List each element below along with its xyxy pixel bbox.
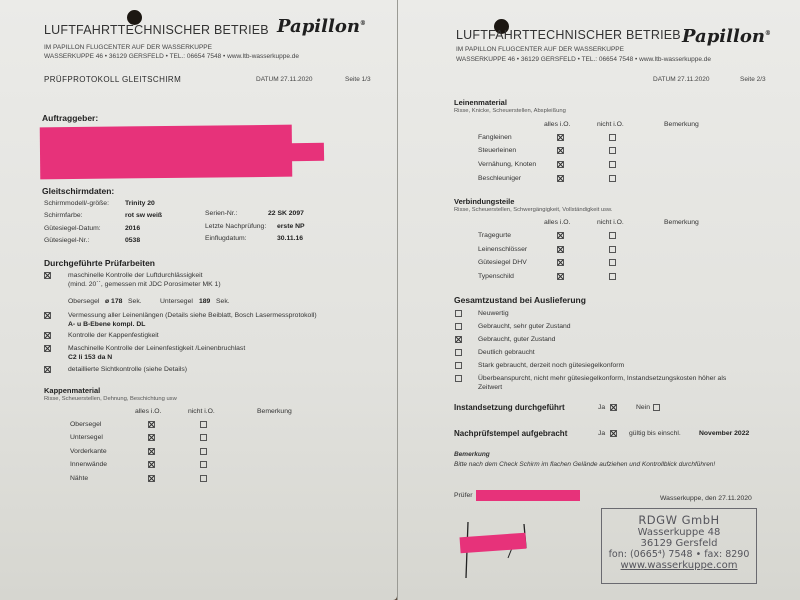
canopy-ok-box (148, 421, 155, 428)
inspection-stamp-label: Nachprüfstempel aufgebracht (454, 429, 568, 438)
condition-label: Deutlich gebraucht (478, 349, 535, 356)
canopy-ok-box (148, 475, 155, 482)
check-text: Vermessung aller Leinenlängen (Details siehe Beiblatt, Bosch Lasermessprotokoll) (68, 312, 317, 319)
field-value-first-flight: 30.11.16 (277, 235, 304, 242)
col-remark: Bemerkung (664, 121, 699, 128)
connector-row-label: Leinenschlösser (478, 246, 528, 253)
condition-label: Neuwertig (478, 310, 509, 317)
canopy-ok-box (148, 434, 155, 441)
condition-label: Gebraucht, guter Zustand (478, 336, 556, 343)
stamp-line: RDGW GmbH (638, 513, 720, 527)
check-text: Kontrolle der Kappenfestigkeit (68, 332, 159, 339)
check-subtext: (mind. 20´´, gemessen mit JDC Porosimeter MK 1) (68, 281, 221, 288)
canopy-ok-box (148, 448, 155, 455)
check-box-porosity (44, 272, 51, 279)
canopy-row-label: Untersegel (70, 434, 103, 441)
lines-heading: Leinenmaterial (454, 98, 507, 107)
check-text: detaillierte Sichtkontrolle (siehe Details) (68, 366, 187, 373)
checks-heading: Durchgeführte Prüfarbeiten (44, 258, 155, 268)
papillon-logo: Papillon® (682, 26, 771, 47)
condition-box (455, 310, 462, 317)
glider-data-heading: Gleitschirmdaten: (42, 186, 115, 196)
stamp-line: www.wasserkuppe.com (620, 560, 738, 571)
redaction-tab (290, 143, 324, 162)
canopy-nok-box (200, 461, 207, 468)
inspector-label: Prüfer (454, 492, 473, 499)
porosity-unit: Sek. (216, 298, 230, 305)
field-label: Gütesiegel-Datum: (44, 225, 101, 232)
check-box-line-measure (44, 312, 51, 319)
condition-box (455, 362, 462, 369)
canopy-nok-box (200, 421, 207, 428)
canopy-row-label: Innenwände (70, 461, 108, 468)
condition-box-checked (455, 336, 462, 343)
canopy-nok-box (200, 448, 207, 455)
col-remark: Bemerkung (257, 408, 292, 415)
condition-label: Gebraucht, sehr guter Zustand (478, 323, 571, 330)
porosity-top-label: Obersegel (68, 298, 100, 305)
check-subtext: A- u B-Ebene kompl. DL (68, 321, 146, 328)
repair-label: Instandsetzung durchgeführt (454, 403, 565, 412)
field-value-model: Trinity 20 (125, 200, 155, 207)
canopy-row-label: Vorderkante (70, 448, 107, 455)
lines-nok-box (609, 147, 616, 154)
repair-yes-box (610, 404, 617, 411)
col-ok: alles i.O. (544, 121, 571, 128)
connectors-subheading: Risse, Scheuerstellen, Schwergängigkeit, Vollständigkeit usw. (454, 207, 613, 213)
document-date: DATUM 27.11.2020 (653, 76, 710, 83)
stamp-line: Wasserkuppe 48 (637, 527, 721, 538)
lines-nok-box (609, 161, 616, 168)
stamp-line: 36129 Gersfeld (640, 538, 718, 549)
address-line-1: IM PAPILLON FLUGCENTER AUF DER WASSERKUPPE (456, 46, 624, 53)
check-box-line-strength (44, 345, 51, 352)
porosity-bottom-label: Untersegel (160, 298, 193, 305)
check-box-canopy-strength (44, 332, 51, 339)
address-line-1: IM PAPILLON FLUGCENTER AUF DER WASSERKUPPE (44, 44, 212, 51)
stamp-line: fon: (0665⁴) 7548 • fax: 8290 (608, 549, 750, 560)
client-heading: Auftraggeber: (42, 113, 99, 123)
field-label: Gütesiegel-Nr.: (44, 237, 90, 244)
field-label: Serien-Nr.: (205, 210, 238, 217)
stamp-yes-label: Ja (598, 430, 606, 437)
connector-nok-box (609, 246, 616, 253)
connector-row-label: Typenschild (478, 273, 514, 280)
check-text: maschinelle Kontrolle der Luftdurchlässigkeit (68, 272, 203, 279)
lines-row-label: Steuerleinen (478, 147, 517, 154)
lines-ok-box (557, 134, 564, 141)
connector-row-label: Tragegurte (478, 232, 511, 239)
condition-label: Überbeanspurcht, nicht mehr gütesiegelkonform, Instandsetzungskosten höher als (478, 375, 727, 382)
connector-ok-box (557, 273, 564, 280)
field-label: Letzte Nachprüfung: (205, 223, 267, 230)
canopy-ok-box (148, 461, 155, 468)
condition-label-cont: Zeitwert (478, 384, 503, 391)
document-title: PRÜFPROTOKOLL GLEITSCHIRM (44, 75, 182, 84)
condition-box (455, 375, 462, 382)
page-number: Seite 1/3 (345, 76, 371, 83)
condition-label: Stark gebraucht, derzeit noch gütesiegelkonform (478, 362, 625, 369)
lines-row-label: Fangleinen (478, 134, 512, 141)
col-ok: alles i.O. (544, 219, 571, 226)
canopy-row-label: Nähte (70, 475, 89, 482)
porosity-top-value: ø 178 (105, 298, 123, 305)
lines-subheading: Risse, Knicke, Scheuerstellen, Abspleißung (454, 108, 566, 114)
col-not-ok: nicht i.O. (188, 408, 215, 415)
overall-condition-heading: Gesamtzustand bei Auslieferung (454, 295, 586, 305)
protocol-page-2 (397, 0, 800, 600)
condition-box (455, 349, 462, 356)
lines-row-label: Vernähung, Knoten (478, 161, 537, 168)
connector-nok-box (609, 232, 616, 239)
lines-nok-box (609, 134, 616, 141)
check-subtext: C2 li 153 da N (68, 354, 113, 361)
repair-no-label: Nein (636, 404, 650, 411)
place-date: Wasserkuppe, den 27.11.2020 (660, 495, 752, 502)
protocol-page-1 (0, 0, 397, 600)
field-label: Schirmmodell/-größe: (44, 200, 109, 207)
valid-until-label: gültig bis einschl. (629, 430, 681, 437)
redaction-client (40, 125, 293, 180)
canopy-nok-box (200, 434, 207, 441)
porosity-unit: Sek. (128, 298, 142, 305)
field-value-seal-date: 2016 (125, 225, 141, 232)
company-stamp (601, 508, 757, 584)
canopy-nok-box (200, 475, 207, 482)
company-name: LUFTFAHRTTECHNISCHER BETRIEB (456, 28, 681, 42)
col-not-ok: nicht i.O. (597, 219, 624, 226)
connector-ok-box (557, 259, 564, 266)
col-remark: Bemerkung (664, 219, 699, 226)
valid-until-date: November 2022 (699, 430, 750, 437)
check-text: Maschinelle Kontrolle der Leinenfestigkeit /Leinenbruchlast (68, 345, 246, 352)
remark-heading: Bemerkung (454, 451, 490, 458)
connectors-heading: Verbindungsteile (454, 197, 515, 206)
lines-nok-box (609, 175, 616, 182)
lines-row-label: Beschleuniger (478, 175, 522, 182)
condition-box (455, 323, 462, 330)
field-value-serial: 22 SK 2097 (268, 210, 304, 217)
stamp-yes-box (610, 430, 617, 437)
repair-no-box (653, 404, 660, 411)
page-number: Seite 2/3 (740, 76, 766, 83)
field-label: Schirmfarbe: (44, 212, 83, 219)
field-value-last-check: erste NP (277, 223, 305, 230)
lines-ok-box (557, 161, 564, 168)
col-not-ok: nicht i.O. (597, 121, 624, 128)
lines-ok-box (557, 175, 564, 182)
papillon-logo: Papillon® (277, 16, 366, 37)
canopy-heading: Kappenmaterial (44, 386, 101, 395)
redaction-inspector (476, 490, 580, 501)
col-ok: alles i.O. (135, 408, 162, 415)
field-label: Einflugdatum: (205, 235, 247, 242)
canopy-row-label: Obersegel (70, 421, 102, 428)
canopy-subheading: Risse, Scheuerstellen, Dehnung, Beschichtung usw (44, 396, 177, 402)
remark-text: Bitte nach dem Check Schirm im flachen Gelände aufziehen und Kontrollblick durchführen! (454, 461, 716, 468)
repair-yes-label: Ja (598, 404, 606, 411)
connector-ok-box (557, 246, 564, 253)
check-box-visual (44, 366, 51, 373)
signature-scribble (456, 518, 546, 588)
connector-nok-box (609, 273, 616, 280)
porosity-bottom-value: 189 (199, 298, 211, 305)
lines-ok-box (557, 147, 564, 154)
company-name: LUFTFAHRTTECHNISCHER BETRIEB (44, 23, 269, 37)
address-line-2: WASSERKUPPE 46 • 36129 GERSFELD • TEL.: 06654 7548 • www.ltb-wasserkuppe.de (44, 53, 300, 60)
field-value-seal-number: 0538 (125, 237, 141, 244)
connector-ok-box (557, 232, 564, 239)
connector-nok-box (609, 259, 616, 266)
field-value-color: rot sw weiß (125, 212, 163, 219)
address-line-2: WASSERKUPPE 46 • 36129 GERSFELD • TEL.: 06654 7548 • www.ltb-wasserkuppe.de (456, 56, 712, 63)
document-date: DATUM 27.11.2020 (256, 76, 313, 83)
connector-row-label: Gütesiegel DHV (478, 259, 527, 266)
